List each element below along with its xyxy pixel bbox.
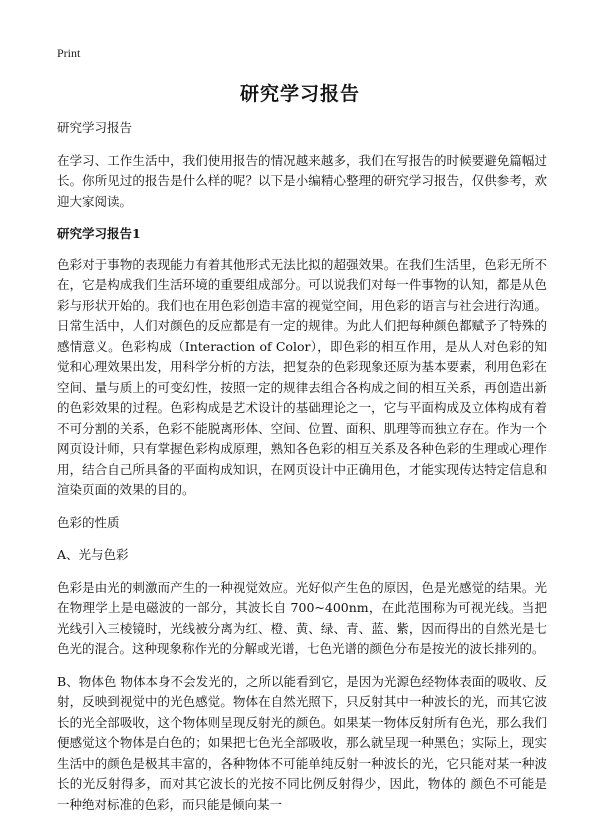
page-title: 研究学习报告	[239, 83, 360, 105]
subheading-color-properties: 色彩的性质	[57, 514, 120, 530]
intro-paragraph: 在学习、工作生活中，我们使用报告的情况越来越多，我们在写报告的时候要避免篇幅过长。你所见过的报告是什么样的呢？以下是小编精心整理的研究学习报告，仅供参考，欢迎大家阅读。	[57, 152, 547, 209]
section-heading: 研究学习报告1	[57, 226, 141, 241]
paragraph-color-expression: 色彩对于事物的表现能力有着其他形式无法比拟的超强效果。在我们生活里，色彩无所不在，它是构成我们生活环境的重要组成部分。可以说我们对每一件事物的认知，都是从色彩与形状开始的。我们也在用色彩创造丰富的视觉空间，用色彩的语言与社会进行沟通。日常生活中，人们对颜色的反应都是有一定的规律。为此人们把每种颜色都赋予了特殊的感情意义。色彩构成（Interaction of Color），即色彩的相互作用，是从人对色彩的知觉和心理效果出发，用科学分析的方法，把复杂的色彩现象还原为基本要素，利用色彩在空间、量与质上的可变幻性，按照一定的规律去组合各构成之间的相互关系，再创造出新的色彩效果的过程。色彩构成是艺术设计的基础理论之一，它与平面构成及立体构成有着不可分割的关系，色彩不能脱离形体、空间、位置、面积、肌理等而独立存在。作为一个网页设计师，只有掌握色彩构成原理，熟知各色彩的相互关系及各种色彩的生理或心理作用，结合自己所具备的平面构成知识，在网页设计中正确用色，才能实现传达特定信息和渲染页面的效果的目的。	[57, 256, 547, 497]
document-body	[57, 118, 547, 827]
subheading-light-and-color: A、光与色彩	[57, 547, 129, 562]
document-subtitle: 研究学习报告	[57, 120, 133, 135]
paragraph-light: 色彩是由光的刺激而产生的一种视觉效应。光好似产生色的原因，色是光感觉的结果。光在物理学上是电磁波的一部分，其波长自 700~400nm，在此范围称为可视光线。当把光线引入三棱镜时，光线被分离为红、橙、黄、绿、青、蓝、紫，因而得出的自然光是七色光的混合。这种现象称作光的分解或光谱，七色光谱的颜色分布是按光的波长排列的。	[57, 579, 547, 656]
print-label: Print	[57, 46, 81, 60]
paragraph-object-color: B、物体色 物体本身不会发光的，之所以能看到它，是因为光源色经物体表面的吸收、反射，反映到视觉中的光色感觉。物体在自然光照下，只反射其中一种波长的光，而其它波长的光全部吸收，这个物体则呈现反射光的颜色。如果某一物体反射所有色光，那么我们便感觉这个物体是白色的；如果把七色光全部吸收，那么就呈现一种黑色；实际上，现实生活中的颜色是极其丰富的，各种物体不可能单纯反射一种波长的光，它只能对某一种波长的光反射得多，而对其它波长的光按不同比例反射得少，因此，物体的 颜色不可能是一种绝对标准的色彩，而只能是倾向某一	[57, 673, 547, 812]
